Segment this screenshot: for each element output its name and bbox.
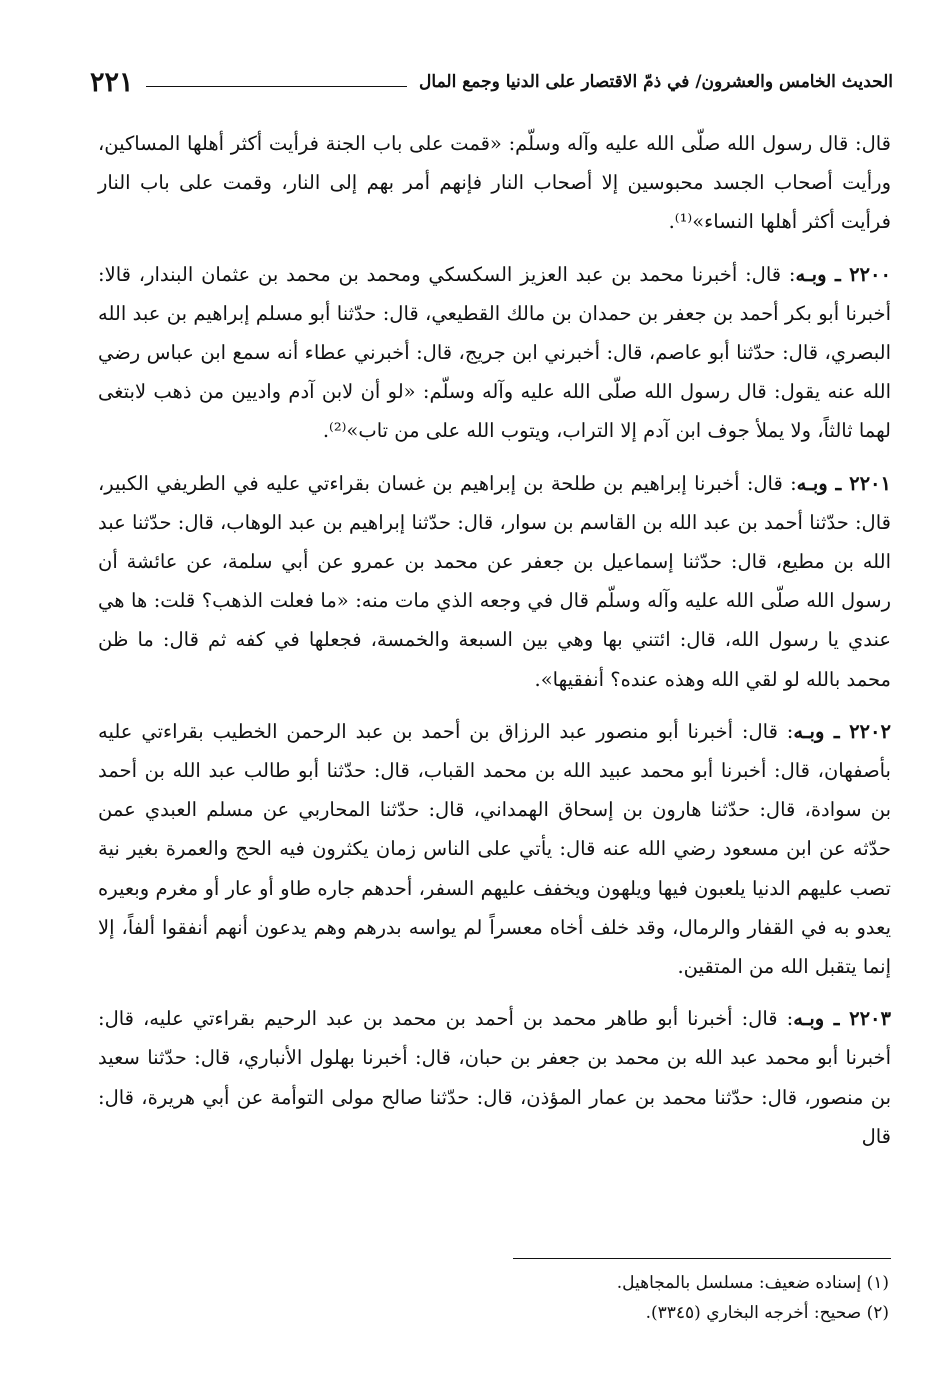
hadith-paragraph xyxy=(98,999,891,1156)
hadith-number: ٢٢٠٠ xyxy=(849,262,891,286)
hadith-number: ٢٢٠١ xyxy=(849,471,891,495)
number-separator: ـ xyxy=(827,471,850,495)
paragraph-text: : قال: أخبرنا إبراهيم بن طلحة بن إبراهيم بن غسان بقراءتي عليه في الطريفي الكبير، قال: حدّثنا أحمد بن عبد الله بن القاسم بن سوار، قال: حدّثنا إبراهيم بن عبد الوهاب، قال: حدّثنا عبد الله بن مطيع، قال: حدّثنا إسماعيل بن جعفر عن محمد بن عمرو عن أبي سلمة، عن عائشة أن رسول الله صلّى الله عليه وآله وسلّم قال في وجعه الذي مات منه: «ما فعلت الذهب؟ قلت: ها هي عندي يا رسول الله، قال: ائتني بها وهي بين السبعة والخمسة، فجعلها في كفه ثم قال: ما ظن محمد بالله لو لقي الله وهذه عنده؟ أنفقيها». xyxy=(98,471,891,691)
chapter-title: الحديث الخامس والعشرون/ في ذمّ الاقتصار على الدنيا وجمع المال xyxy=(419,72,893,92)
page-number: ٢٢١ xyxy=(90,66,134,98)
footnotes xyxy=(300,1268,889,1328)
number-separator: ـ xyxy=(824,719,850,743)
paragraph-text: : قال: أخبرنا محمد بن عبد العزيز السكسكي ومحمد بن محمد بن عثمان البندار، قالا: أخبرنا أبو بكر أحمد بن جعفر بن حمدان بن مالك القطيعي، قال: حدّثنا أبو مسلم إبراهيم بن عبد الله البصري، قال: حدّثنا أبو عاصم، قال: أخبرني ابن جريج، قال: أخبرني عطاء أنه سمع ابن عباس رضي الله عنه يقول: قال رسول الله صلّى الله عليه وآله وسلّم: «لو أن لابن آدم واديين من ذهب لابتغى لهما ثالثاً، ولا يملأ جوف ابن آدم إلا التراب، ويتوب الله على من تاب»⁽²⁾. xyxy=(98,262,891,443)
wabihi-marker: وبـه xyxy=(793,719,825,743)
wabihi-marker: وبـه xyxy=(795,262,827,286)
hadith-paragraph xyxy=(98,464,891,699)
hadith-paragraph xyxy=(98,255,891,451)
paragraph-text: قال: قال رسول الله صلّى الله عليه وآله وسلّم: «قمت على باب الجنة فرأيت أكثر أهلها المساكين، ورأيت أصحاب الجسد محبوسين إلا أصحاب النار فإنهم أمر بهم إلى النار، وقمت على باب النار فرأيت أكثر أهلها النساء»⁽¹⁾. xyxy=(98,132,891,234)
hadith-paragraph xyxy=(98,712,891,986)
main-text xyxy=(98,124,891,1169)
paragraph-text: : قال: أخبرنا أبو منصور عبد الرزاق بن أحمد بن عبد الرحمن الخطيب بقراءتي عليه بأصفهان، قال: أخبرنا أبو محمد عبيد الله بن محمد القباب، قال: حدّثنا أبو طالب عبد الله بن أحمد بن سوادة، قال: حدّثنا هارون بن إسحاق الهمداني، قال: حدّثنا المحاربي عن مسلم العبدي عمن حدّثه عن ابن مسعود رضي الله عنه قال: يأتي على الناس زمان يكثرون فيه الحج والعمرة بغير نية تصب عليهم الدنيا يلعبون فيها ويلهون ويخفف عليهم السفر، أحدهم جاره طاو أو عار أو مغرم وبعيره يعدو به في القفار والرمال، وقد خلف أخاه معسراً لم يواسه بدرهم وهم يدعون أنهم أنفقوا ألفاً، إلا إنما يتقبل الله من المتقين. xyxy=(98,719,891,979)
number-separator: ـ xyxy=(826,262,850,286)
hadith-number: ٢٢٠٣ xyxy=(849,1007,892,1031)
paragraph-text: : قال: أخبرنا أبو طاهر محمد بن أحمد بن محمد بن عبد الرحيم بقراءتي عليه، قال: أخبرنا أبو محمد عبد الله بن محمد بن جعفر بن حبان، قال: أخبرنا بهلول الأنباري، قال: حدّثنا سعيد بن منصور، قال: حدّثنا محمد بن عمار المؤذن، قال: حدّثنا صالح مولى التوأمة عن أبي هريرة، قال: قال xyxy=(98,1007,891,1148)
wabihi-marker: وبـه xyxy=(796,471,828,495)
wabihi-marker: وبـه xyxy=(793,1007,825,1031)
footnote-divider xyxy=(513,1258,891,1259)
footnote-2: (٢) صحيح: أخرجه البخاري (٣٣٤٥). xyxy=(645,1303,889,1323)
running-header xyxy=(90,63,893,101)
footnote-1: (١) إسناده ضعيف: مسلسل بالمجاهيل. xyxy=(616,1273,889,1293)
paragraph-continuation xyxy=(98,124,891,242)
number-separator: ـ xyxy=(824,1007,850,1031)
header-rule xyxy=(146,86,408,87)
hadith-number: ٢٢٠٢ xyxy=(849,719,891,743)
